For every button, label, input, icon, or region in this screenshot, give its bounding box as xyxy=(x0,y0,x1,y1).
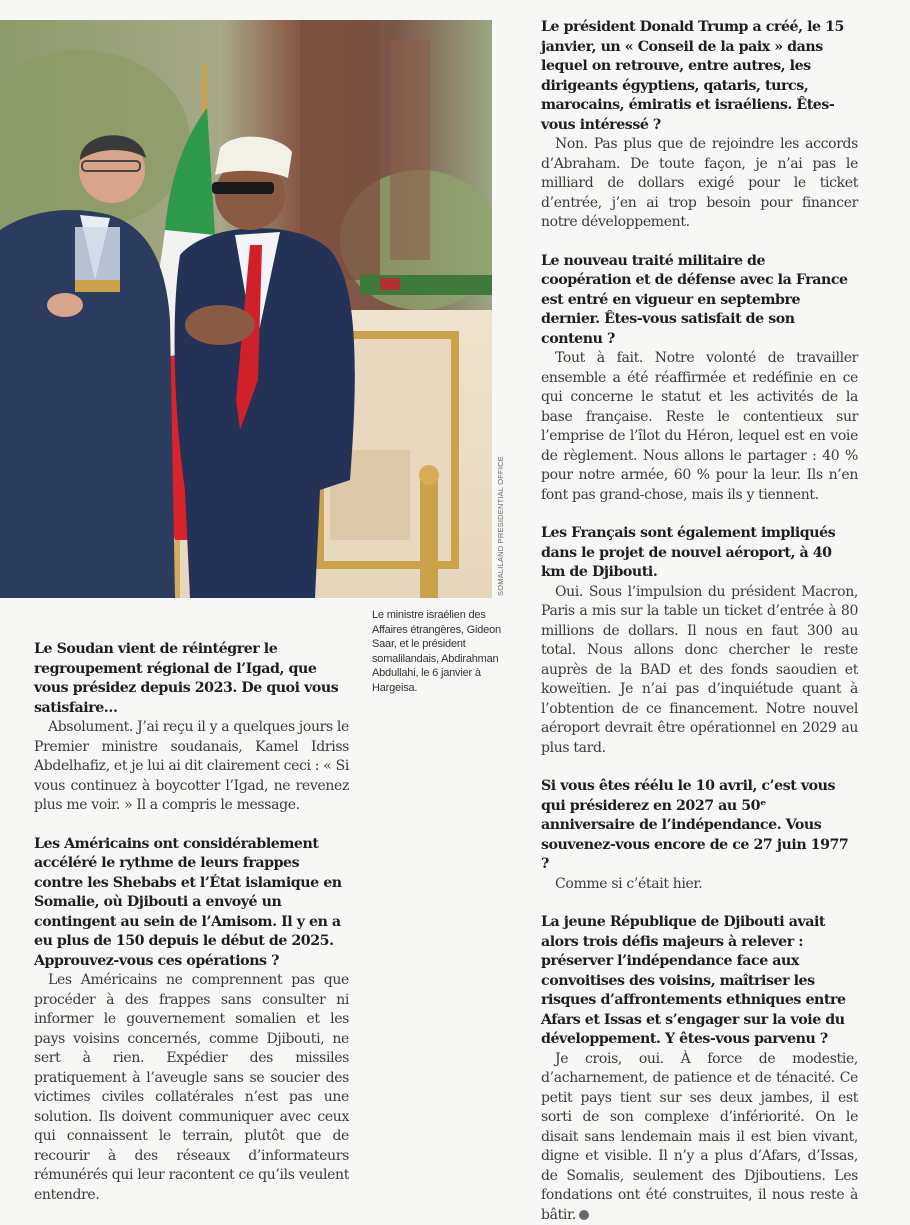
answer-final xyxy=(541,1050,858,1225)
qa-block xyxy=(541,913,858,1225)
qa-block xyxy=(541,252,858,506)
question: Si vous êtes réélu le 10 avril, c’est vous qui présiderez en 2027 au 50ᵉ anniversaire de l’indépendance. Vous souvenez-vous encore de ce 27 juin 1977 ? xyxy=(541,777,858,875)
question: Le président Donald Trump a créé, le 15 janvier, un « Conseil de la paix » dans lequel on retrouve, entre autres, les dirigeants égyptiens, qataris, turcs, marocains, émiratis et israéliens. Êtes-vous intéressé ? xyxy=(541,18,858,135)
left-column xyxy=(34,640,349,1205)
answer: Comme si c’était hier. xyxy=(541,875,858,895)
end-of-article-icon xyxy=(579,1210,589,1220)
chair-post xyxy=(420,475,438,598)
right-column xyxy=(541,18,858,1225)
answer: Oui. Sous l’impulsion du président Macron, Paris a mis sur la table un ticket d’entrée à 80 millions de dollars. Il nous en faut 300 au total. Nous allons donc chercher le reste auprès de la BAD et des fonds saoudien et koweïtien. Je n’ai pas d’inquiétude quant à l’obtention de ce financement. Notre nouvel aéroport devrait être opérationnel en 2029 au plus tard. xyxy=(541,583,858,759)
answer: Non. Pas plus que de rejoindre les accords d’Abraham. De toute façon, je n’ai pas le milliard de dollars exigé pour le ticket d’entrée, j’en ai trop besoin pour financer notre développement. xyxy=(541,135,858,233)
qa-block xyxy=(541,524,858,758)
qa-block xyxy=(541,18,858,233)
question: Le nouveau traité militaire de coopération et de défense avec la France est entré en vigueur en septembre dernier. Êtes-vous satisfait de son contenu ? xyxy=(541,252,858,350)
qa-block xyxy=(541,777,858,894)
answer: Absolument. J’ai reçu il y a quelques jours le Premier ministre soudanais, Kamel Idriss Abdelhafiz, et je lui ai dit clairement ceci : « Si vous continuez à boycotter l’Igad, ne revenez plus me voir. » Il a compris le message. xyxy=(34,718,349,816)
photo-credit: SOMALILAND PRESIDENTIAL OFFICE xyxy=(496,456,505,596)
answer: Tout à fait. Notre volonté de travailler ensemble a été réaffirmée et redéfinie en ce qui concerne le statut et les activités de la base française. Reste le contentieux sur l’emprise de l’îlot du Héron, lequel est en voie de règlement. Nous allons le partager : 40 % pour notre armée, 60 % pour la leur. Ils n’en font pas grand-chose, mais ils y tiennent. xyxy=(541,349,858,505)
answer-text: Je crois, oui. À force de modestie, d’acharnement, de patience et de ténacité. Ce petit pays tient sur ses deux jambes, il est sorti de son complexe d’infériorité. On le disait sans lendemain mais il est bien vivant, digne et visible. Il n’y a plus d’Afars, d’Issas, de Somalis, seulement des Djiboutiens. Les fondations ont été construites, il nous reste à bâtir. xyxy=(541,1051,858,1223)
question: Le Soudan vient de réintégrer le regroupement régional de l’Igad, que vous présidez depuis 2023. De quoi vous satisfaire… xyxy=(34,640,349,718)
qa-block xyxy=(34,835,349,1206)
question: La jeune République de Djibouti avait alors trois défis majeurs à relever : préserver l’indépendance face aux convoitises des voisins, maîtriser les risques d’affrontements ethniques entre Afars et Issas et s’engager sur la voie du développement. Y êtes-vous parvenu ? xyxy=(541,913,858,1050)
question: Les Américains ont considérablement accéléré le rythme de leurs frappes contre les Shebabs et l’État islamique en Somalie, où Djibouti a envoyé un contingent au sein de l’Amisom. Il y en a eu plus de 150 depuis le début de 2025. Approuvez-vous ces opérations ? xyxy=(34,835,349,972)
photo-illustration xyxy=(0,20,492,598)
qa-block xyxy=(34,640,349,816)
article-photo xyxy=(0,20,492,598)
question: Les Français sont également impliqués dans le projet de nouvel aéroport, à 40 km de Djibouti. xyxy=(541,524,858,583)
photo-caption: Le ministre israélien des Affaires étrangères, Gideon Saar, et le président somalilandais, Abdirahman Abdullahi, le 6 janvier à Hargeisa. xyxy=(372,608,502,696)
answer: Les Américains ne comprennent pas que procéder à des frappes sans consulter ni informer le gouvernement somalien et les pays voisins concernés, comme Djibouti, ne sert à rien. Expédier des missiles pratiquement à l’aveugle sans se soucier des victimes civiles collatérales n’est pas une solution. Ils doivent communiquer avec ceux qui connaissent le terrain, plutôt que de recourir à des réseaux d’informateurs rémunérés qui leur racontent ce qu’ils veulent entendre. xyxy=(34,971,349,1205)
